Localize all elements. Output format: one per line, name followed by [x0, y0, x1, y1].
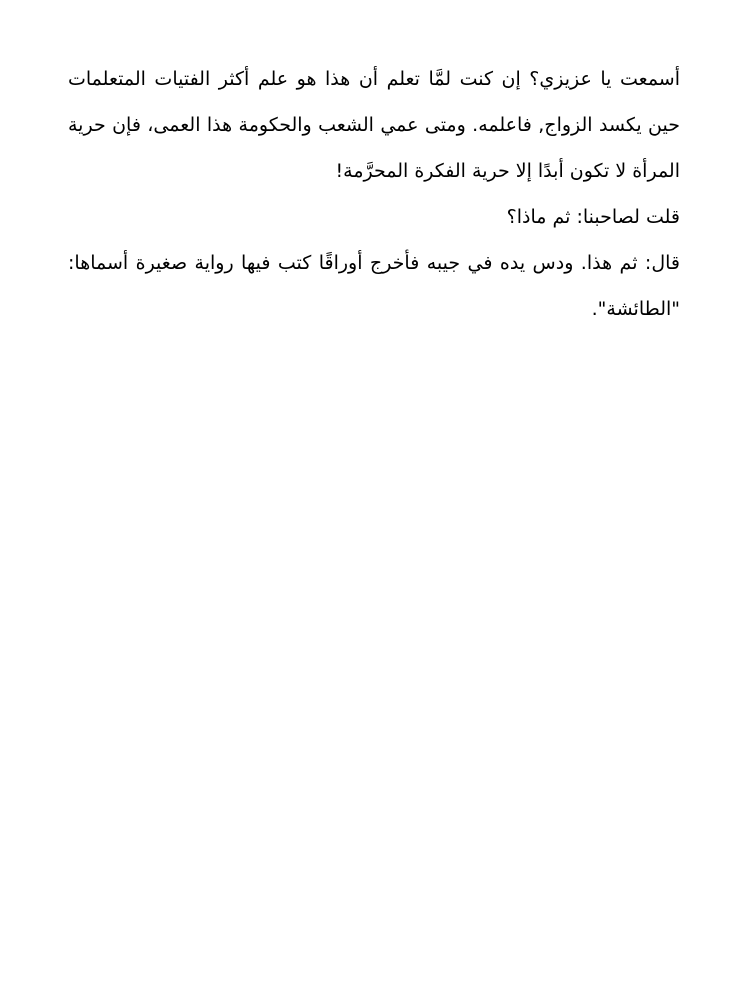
- document-body: [68, 56, 680, 332]
- paragraph-1: أسمعت يا عزيزي؟ إن كنت لمَّا تعلم أن هذا هو علم أكثر الفتيات المتعلمات حين يكسد الزواج, فاعلمه. ومتى عمي الشعب والحكومة هذا العمى، فإن حرية المرأة لا تكون أبدًا إلا حرية الفكرة المحرَّمة!: [68, 68, 680, 182]
- paragraph-2: قلت لصاحبنا: ثم ماذا؟: [506, 206, 680, 228]
- paragraph-3: قال: ثم هذا. ودس يده في جيبه فأخرج أوراقًا كتب فيها رواية صغيرة أسماها: "الطائشة".: [68, 252, 680, 320]
